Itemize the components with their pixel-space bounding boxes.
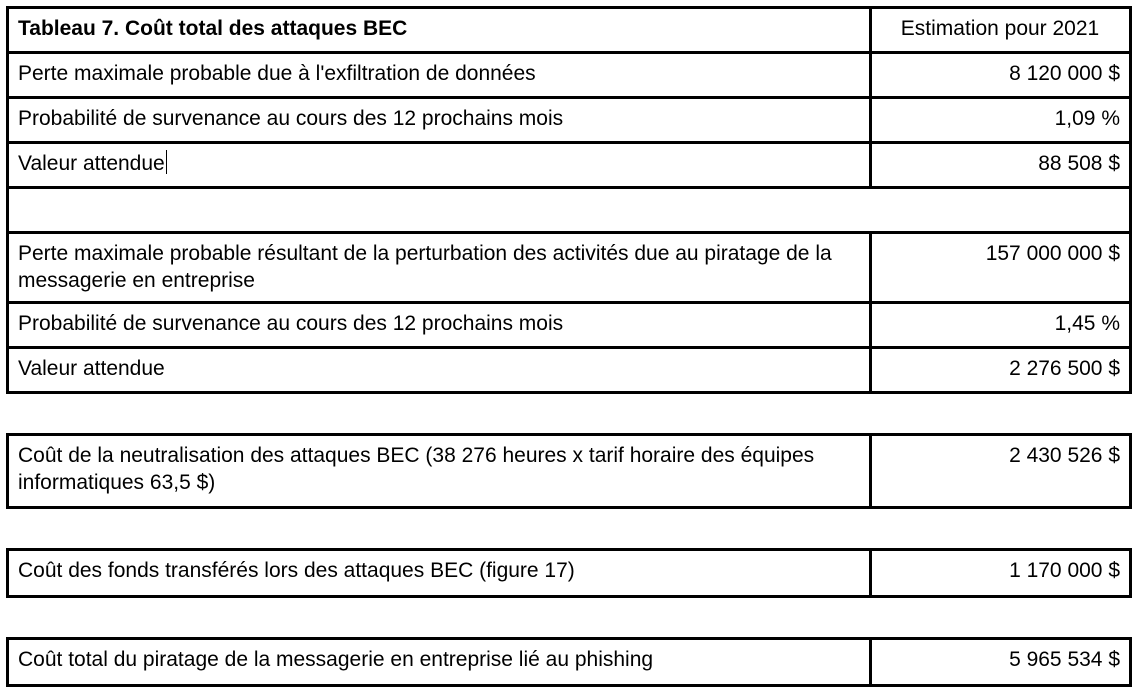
row-label: Valeur attendue xyxy=(18,152,165,175)
row-value[interactable]: 2 276 500 $ xyxy=(1009,357,1120,380)
table-header-row xyxy=(9,9,1129,54)
empty-cell[interactable] xyxy=(9,189,872,231)
row-value[interactable]: 157 000 000 $ xyxy=(985,242,1120,265)
table-row xyxy=(9,234,1129,304)
table-title: Tableau 7. Coût total des attaques BEC xyxy=(9,9,872,51)
table-row xyxy=(9,54,1129,99)
table-row xyxy=(9,304,1129,349)
text-caret xyxy=(166,150,167,174)
row-label[interactable]: Coût de la neutralisation des attaques BEC (38 276 heures x tarif horaire des équipes informatiques 63,5 $) xyxy=(9,436,872,506)
table-row xyxy=(9,551,1129,598)
table-row-empty xyxy=(9,189,1129,234)
row-value[interactable]: 1,45 % xyxy=(1054,312,1120,335)
column-header-estimate: Estimation pour 2021 xyxy=(900,17,1100,40)
row-label[interactable]: Probabilité de survenance au cours des 12 prochains mois xyxy=(9,99,872,141)
row-value[interactable]: 8 120 000 $ xyxy=(1009,62,1120,85)
row-label-with-caret[interactable] xyxy=(9,144,872,186)
row-label[interactable]: Perte maximale probable due à l'exfiltration de données xyxy=(9,54,872,96)
table-row xyxy=(9,99,1129,144)
empty-cell[interactable] xyxy=(872,189,1129,231)
row-value[interactable]: 5 965 534 $ xyxy=(1009,648,1120,671)
row-value[interactable]: 88 508 $ xyxy=(1038,152,1120,175)
row-value[interactable]: 1 170 000 $ xyxy=(1009,559,1120,582)
table-row xyxy=(9,436,1129,509)
table-row xyxy=(9,349,1129,394)
row-label[interactable]: Valeur attendue xyxy=(9,349,872,391)
row-label[interactable]: Probabilité de survenance au cours des 12 prochains mois xyxy=(9,304,872,346)
row-label[interactable]: Coût total du piratage de la messagerie en entreprise lié au phishing xyxy=(9,640,872,684)
row-label[interactable]: Coût des fonds transférés lors des attaques BEC (figure 17) xyxy=(9,551,872,595)
row-value[interactable]: 2 430 526 $ xyxy=(1009,444,1120,467)
cost-table-transferred-funds xyxy=(6,548,1132,598)
table-row xyxy=(9,144,1129,189)
table-row xyxy=(9,640,1129,687)
row-value[interactable]: 1,09 % xyxy=(1054,107,1120,130)
cost-table-total xyxy=(6,637,1132,687)
row-label[interactable]: Perte maximale probable résultant de la perturbation des activités due au piratage de la messagerie en entreprise xyxy=(9,234,872,301)
cost-table-neutralisation xyxy=(6,433,1132,509)
cost-table-main xyxy=(6,6,1132,394)
